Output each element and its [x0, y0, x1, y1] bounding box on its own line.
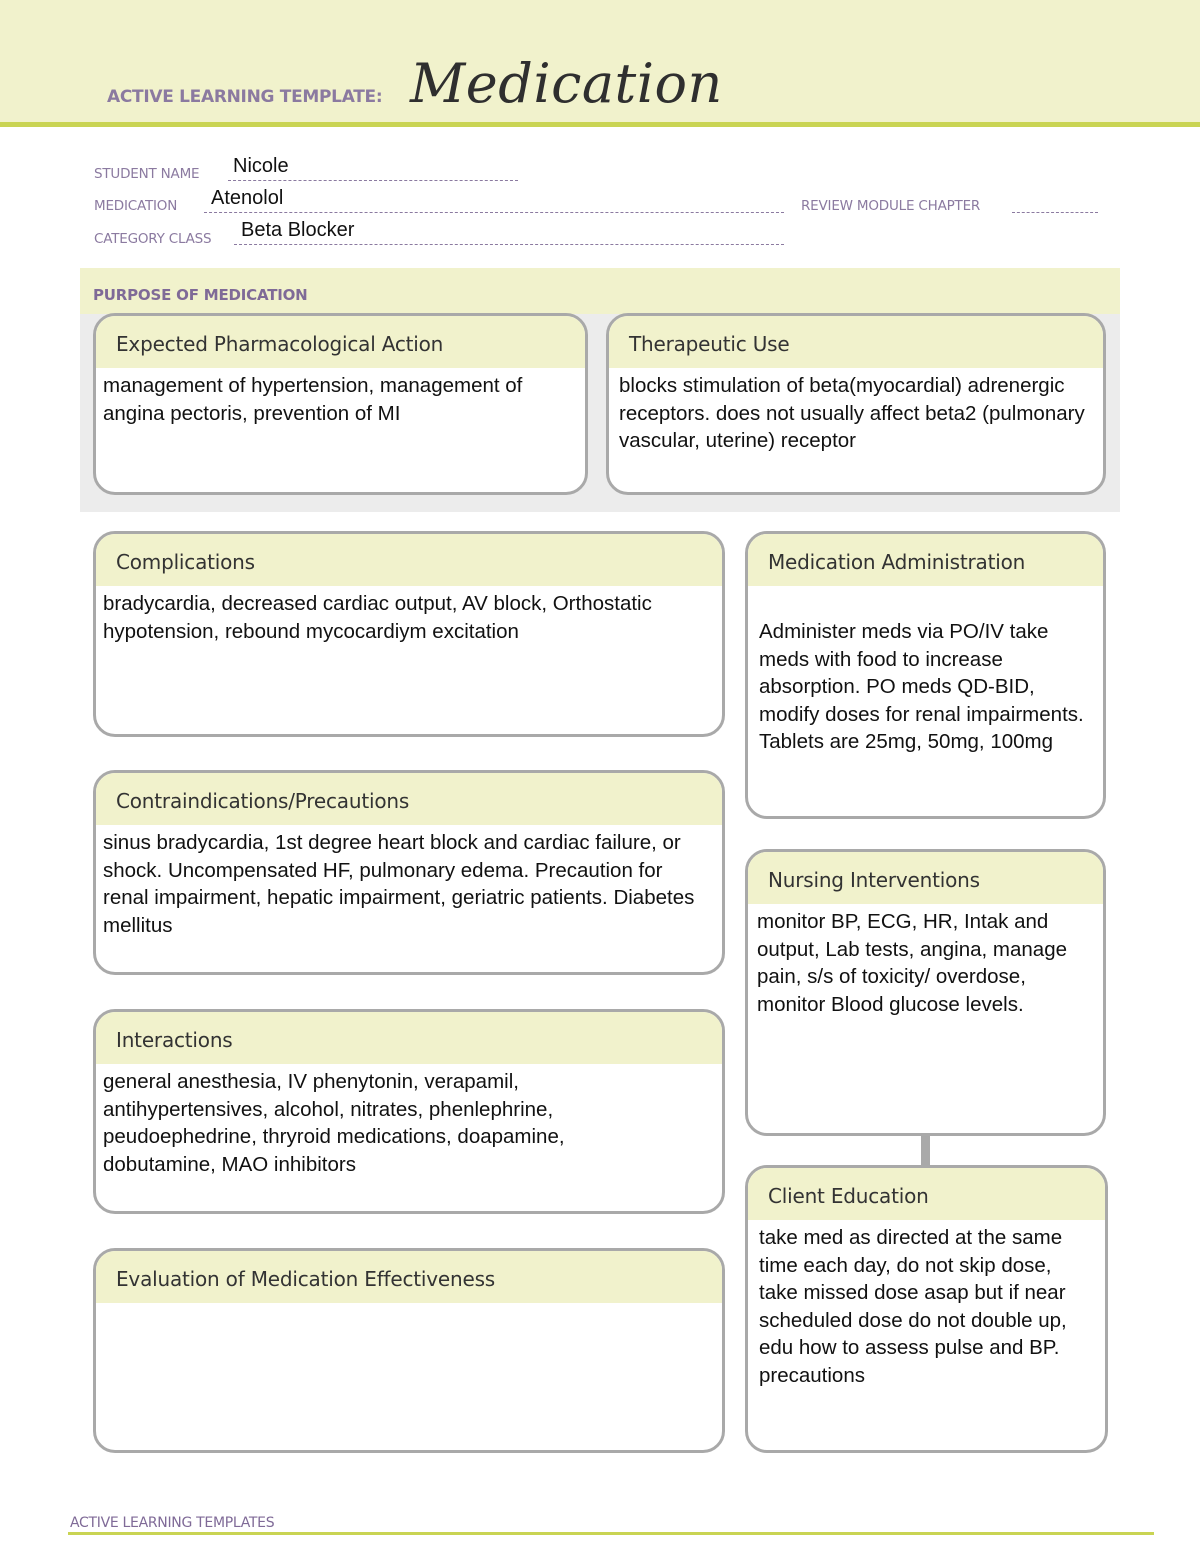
connector-line [921, 1134, 930, 1166]
contraindications-content[interactable]: sinus bradycardia, 1st degree heart block and cardiac failure, or shock. Uncompensated HF, pulmonary edema. Precaution for renal impairment, hepatic impairment, geriatric patients. Diabetes mellitus [103, 831, 695, 937]
template-label: ACTIVE LEARNING TEMPLATE: [107, 87, 383, 107]
student-name-field[interactable]: Nicole [233, 155, 289, 177]
category-class-field[interactable]: Beta Blocker [241, 219, 355, 241]
client-education-box [745, 1165, 1108, 1453]
contraindications-title: Contraindications/Precautions [96, 773, 722, 825]
student-name-line [228, 180, 518, 181]
medication-administration-box [745, 531, 1106, 819]
expected-action-box [93, 313, 588, 495]
footer-rule [68, 1532, 1154, 1535]
nursing-interventions-title: Nursing Interventions [748, 852, 1103, 904]
student-name-label: STUDENT NAME [94, 166, 200, 182]
category-class-label: CATEGORY CLASS [94, 231, 212, 247]
contraindications-box [93, 770, 725, 975]
nursing-interventions-box [745, 849, 1106, 1136]
complications-box [93, 531, 725, 737]
therapeutic-use-title: Therapeutic Use [609, 316, 1103, 368]
complications-content[interactable]: bradycardia, decreased cardiac output, AV block, Orthostatic hypotension, rebound mycocardiym excitation [103, 592, 652, 643]
category-class-line [234, 244, 784, 245]
medication-administration-content[interactable]: Administer meds via PO/IV take meds with food to increase absorption. PO meds QD-BID, modify doses for renal impairments. Tablets are 25mg, 50mg, 100mg [759, 620, 1084, 753]
therapeutic-use-box [606, 313, 1106, 495]
review-module-chapter-line [1012, 212, 1098, 213]
review-module-chapter-label: REVIEW MODULE CHAPTER [801, 198, 981, 214]
medication-line [204, 212, 784, 213]
evaluation-box [93, 1248, 725, 1453]
evaluation-title: Evaluation of Medication Effectiveness [96, 1251, 722, 1303]
therapeutic-use-content[interactable]: blocks stimulation of beta(myocardial) adrenergic receptors. does not usually affect beta2 (pulmonary vascular, uterine) receptor [619, 374, 1085, 452]
evaluation-content[interactable] [96, 1303, 722, 1307]
medication-field[interactable]: Atenolol [211, 187, 284, 209]
purpose-label: PURPOSE OF MEDICATION [93, 286, 308, 304]
interactions-content[interactable]: general anesthesia, IV phenytonin, verapamil, antihypertensives, alcohol, nitrates, phenlephrine, peudoephedrine, thryroid medications, doapamine, dobutamine, MAO inhibitors [103, 1070, 565, 1176]
footer-label: ACTIVE LEARNING TEMPLATES [70, 1515, 275, 1531]
header-rule [0, 122, 1200, 127]
client-education-title: Client Education [748, 1168, 1105, 1220]
medication-label: MEDICATION [94, 198, 178, 214]
complications-title: Complications [96, 534, 722, 586]
client-education-content[interactable]: take med as directed at the same time each day, do not skip dose, take missed dose asap but if near scheduled dose do not double up, edu how to assess pulse and BP. precautions [759, 1226, 1067, 1387]
nursing-interventions-content[interactable]: monitor BP, ECG, HR, Intak and output, Lab tests, angina, manage pain, s/s of toxicity/ overdose, monitor Blood glucose levels. [757, 910, 1068, 1016]
interactions-title: Interactions [96, 1012, 722, 1064]
expected-action-content[interactable]: management of hypertension, management of angina pectoris, prevention of MI [103, 374, 523, 425]
page-title: Medication [410, 52, 723, 115]
interactions-box [93, 1009, 725, 1214]
expected-action-title: Expected Pharmacological Action [96, 316, 585, 368]
medication-administration-title: Medication Administration [748, 534, 1103, 586]
